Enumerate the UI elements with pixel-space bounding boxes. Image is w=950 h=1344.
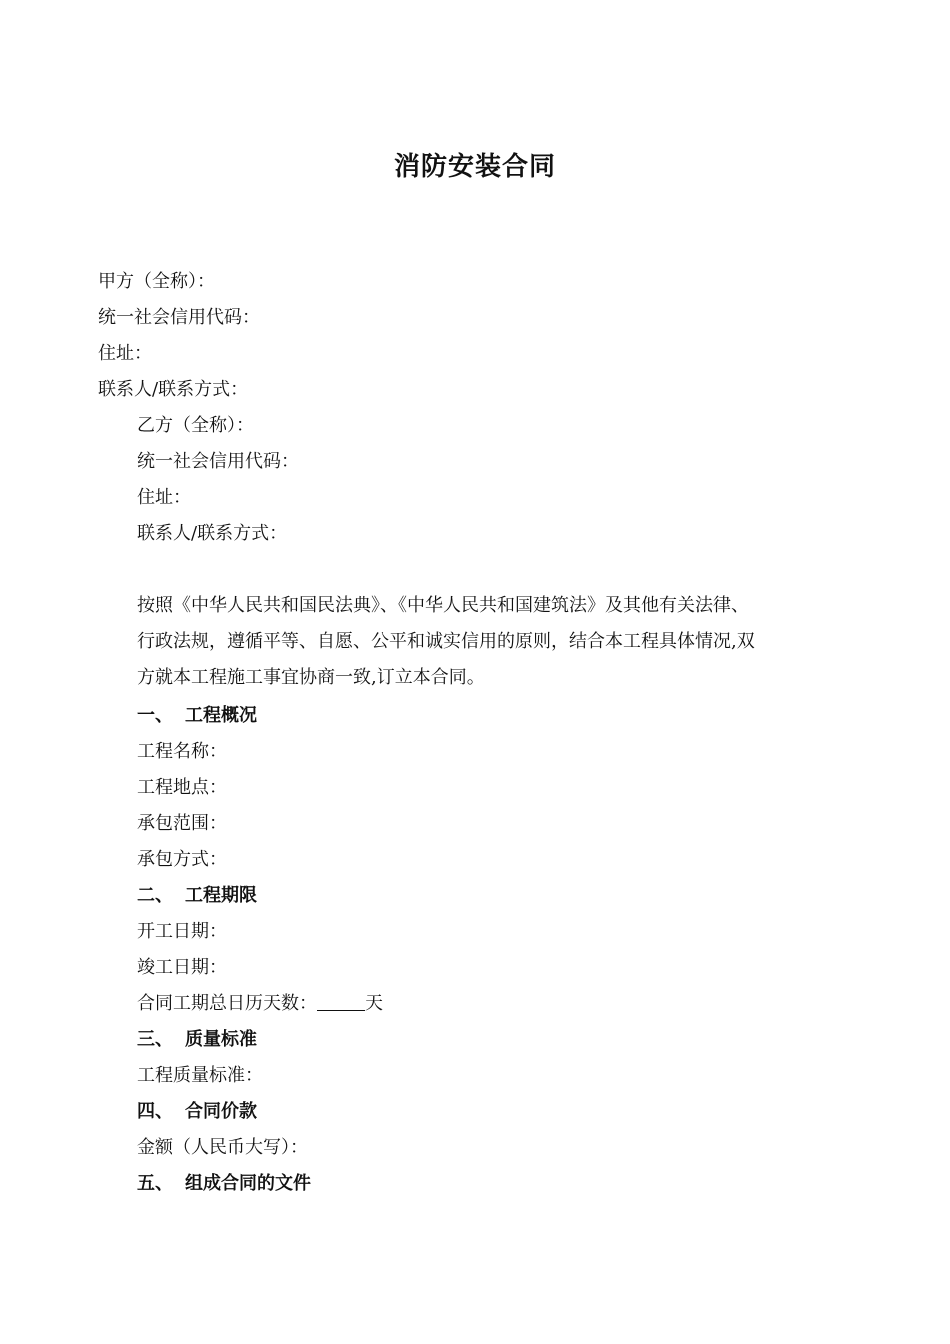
party-b-name-label: 乙方（全称）： [137,415,254,436]
field-completion-date: 竣工日期： [137,957,227,978]
section-title: 组成合同的文件 [185,1173,311,1194]
field-contract-method: 承包方式： [137,849,227,870]
party-b-credit-code-label: 统一社会信用代码： [137,451,299,472]
field-project-location: 工程地点： [137,777,227,798]
preamble-line: 方就本工程施工事宜协商一致,订立本合同。 [137,667,485,688]
field-project-name: 工程名称： [137,741,227,762]
section-heading-2 [137,884,257,908]
preamble-line: 按照《中华人民共和国民法典》、《中华人民共和国建筑法》及其他有关法律、 [137,595,749,616]
party-a-name-label: 甲方（全称）： [98,271,215,292]
section-number: 二、 [137,885,173,906]
field-amount: 金额（人民币大写）： [137,1137,308,1158]
section-title: 工程期限 [185,885,257,906]
section-title: 工程概况 [185,705,257,726]
section-heading-3 [137,1028,257,1052]
section-title: 合同价款 [185,1101,257,1122]
days-unit: 天 [365,993,383,1014]
total-days-label: 合同工期总日历天数： [137,993,317,1014]
party-a-address-label: 住址： [98,343,152,364]
preamble-line: 行政法规，遵循平等、自愿、公平和诚实信用的原则，结合本工程具体情况,双 [137,631,755,652]
section-number: 五、 [137,1173,173,1194]
document-title: 消防安装合同 [393,152,556,182]
days-blank [317,992,365,1011]
section-heading-1 [137,704,257,728]
section-number: 四、 [137,1101,173,1122]
party-b-address-label: 住址： [137,487,191,508]
field-contract-scope: 承包范围： [137,813,227,834]
field-start-date: 开工日期： [137,921,227,942]
party-b-contact-label: 联系人/联系方式： [137,523,288,544]
section-number: 一、 [137,705,173,726]
section-heading-5 [137,1172,311,1196]
party-a-contact-label: 联系人/联系方式： [98,379,249,400]
section-number: 三、 [137,1029,173,1050]
section-title: 质量标准 [185,1029,257,1050]
preamble-paragraph [137,588,817,696]
party-a-credit-code-label: 统一社会信用代码： [98,307,260,328]
field-total-days [137,992,383,1016]
section-heading-4 [137,1100,257,1124]
field-quality-standard: 工程质量标准： [137,1065,263,1086]
